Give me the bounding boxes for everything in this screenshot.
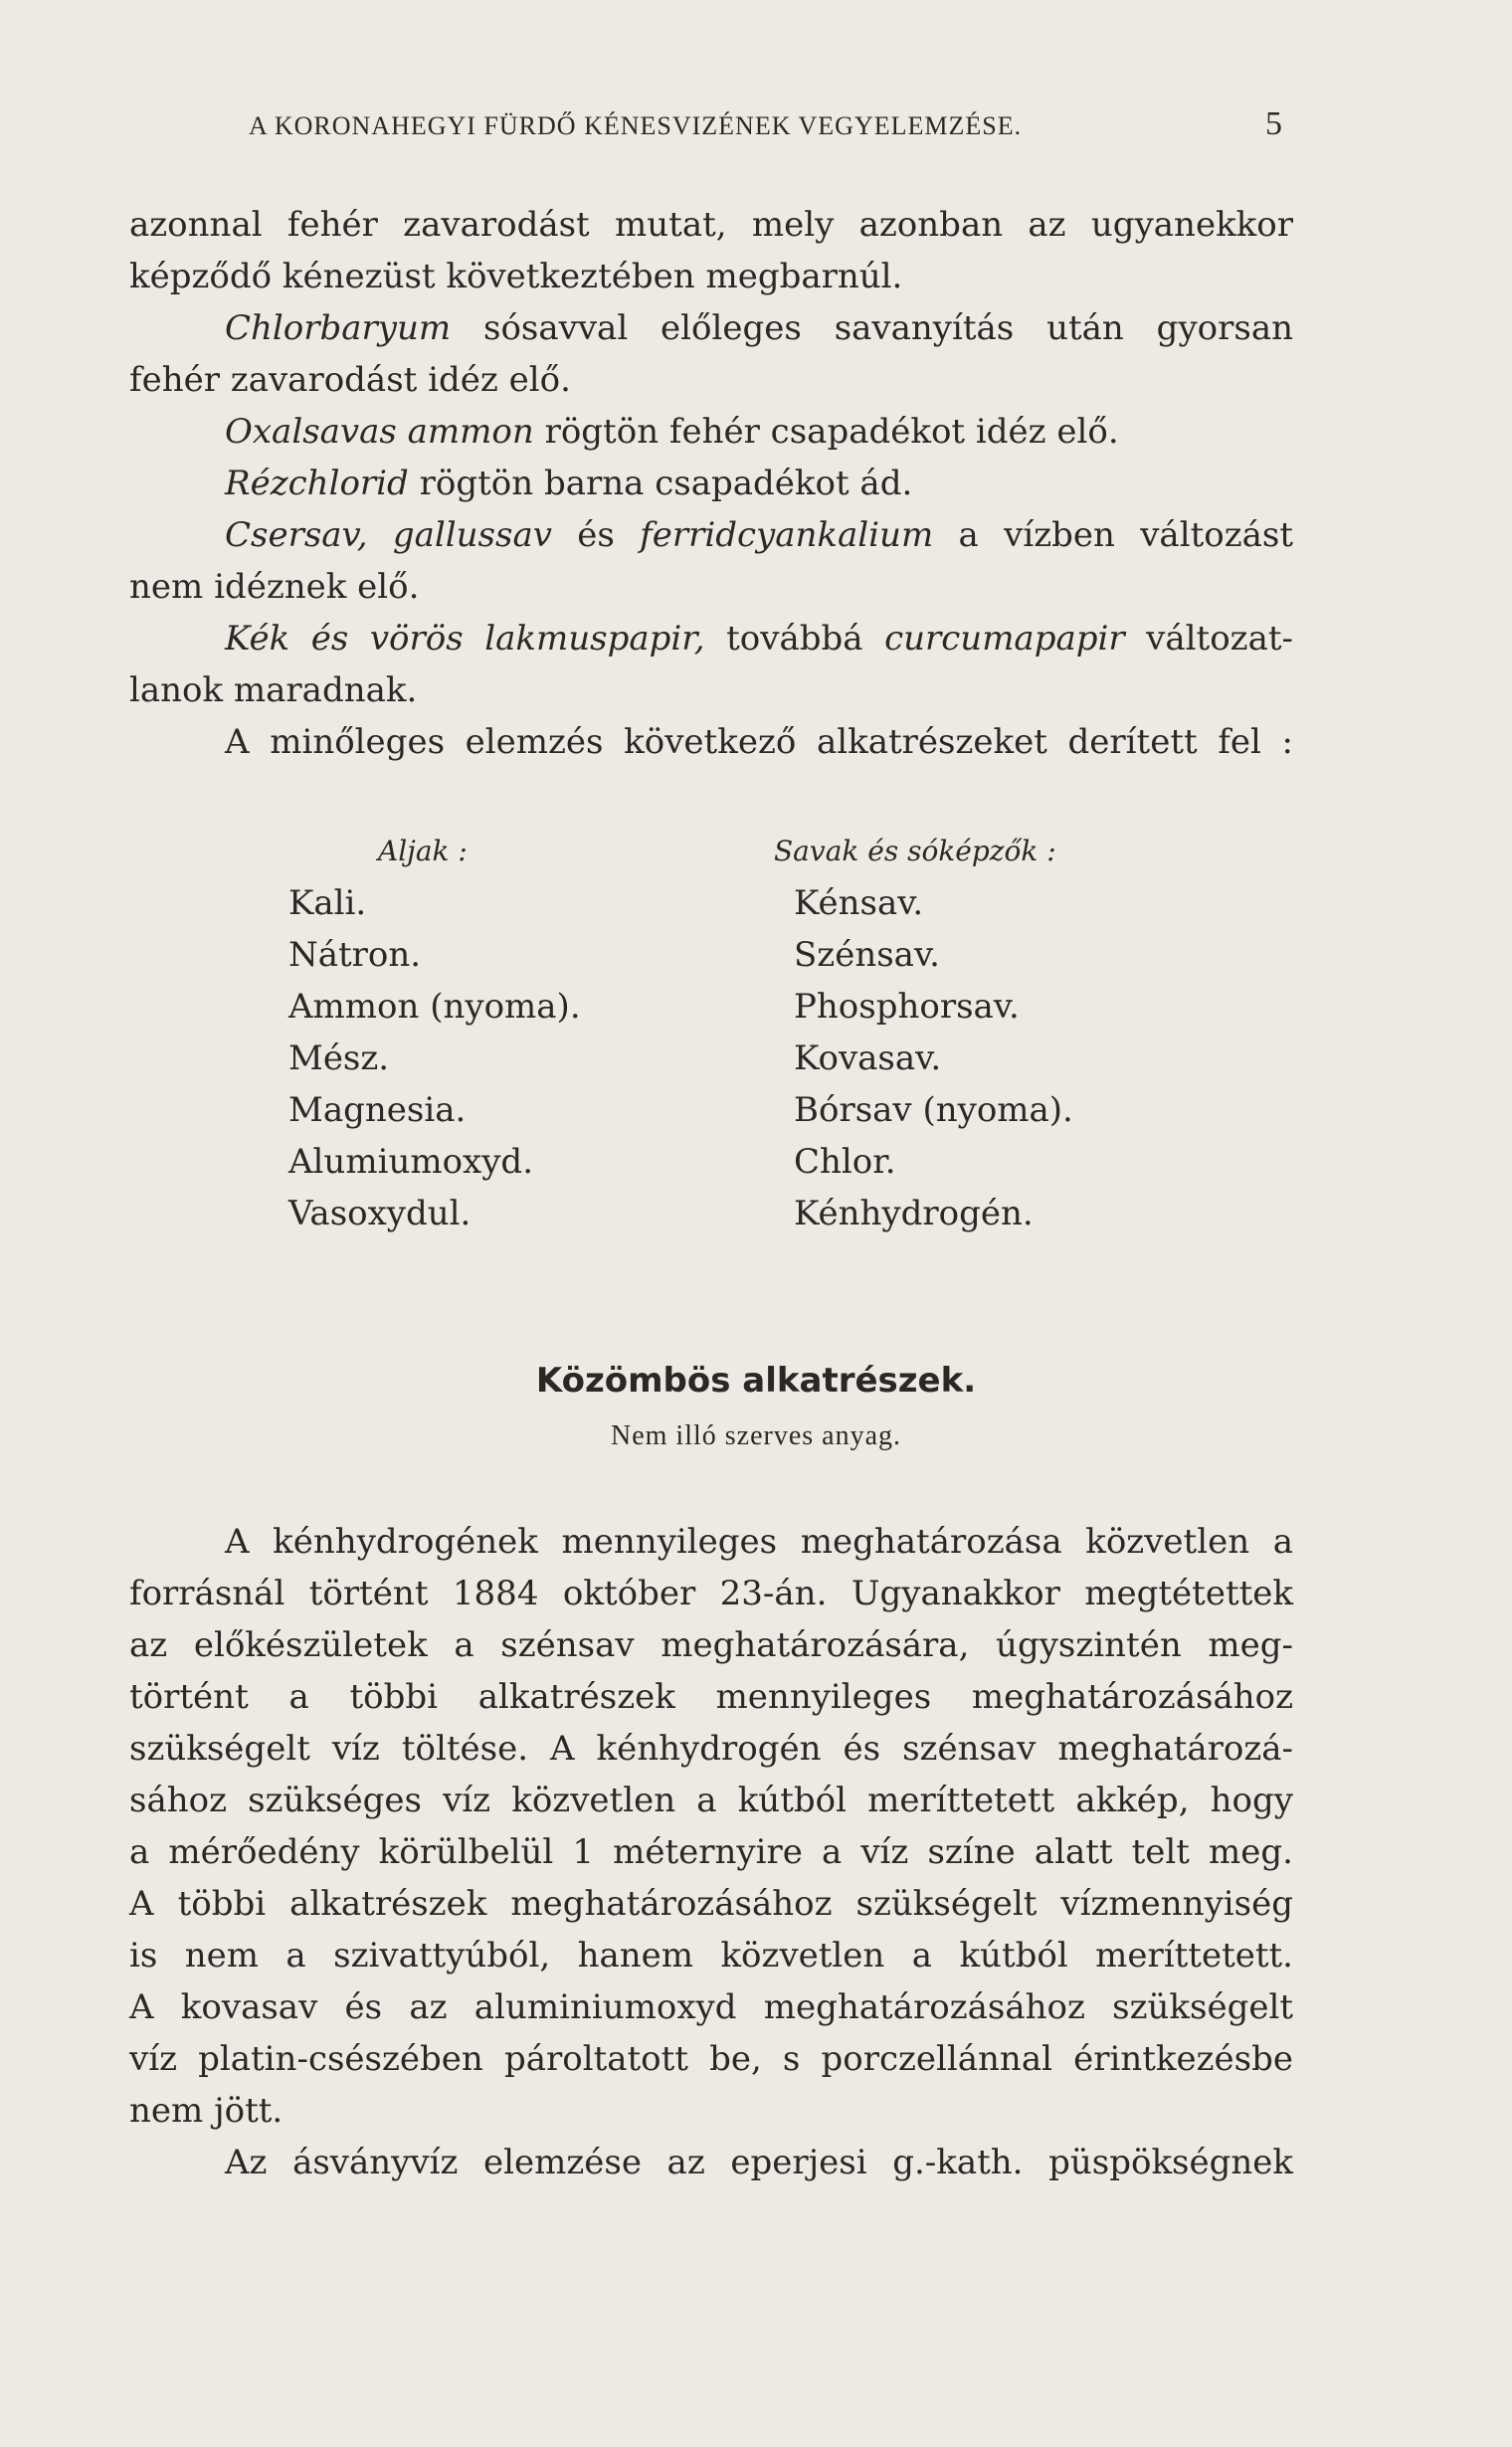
intro-text (129, 199, 1293, 768)
text-line (129, 509, 1293, 561)
text-line (129, 1723, 1293, 1775)
text-run: a vízben változást (933, 515, 1293, 555)
acids-list (794, 877, 1073, 1239)
body-text (129, 1516, 1293, 2188)
list-item: Ammon (nyoma). (288, 987, 581, 1027)
italic-term: Oxalsavas ammon (225, 412, 534, 452)
text-run: rögtön barna csapadékot ád. (408, 464, 913, 503)
text-line (129, 1930, 1293, 1981)
text-run: Az ásványvíz elemzése az eperjesi g.-kath. püspökségnek (225, 2143, 1293, 2182)
bases-list (288, 877, 581, 1239)
list-item: Phosphorsav. (794, 987, 1020, 1027)
text-line (129, 302, 1293, 354)
section-title: Közömbös alkatrészek. (535, 1361, 977, 1401)
list-item: Szénsav. (794, 935, 940, 975)
text-run: szükségelt víz töltése. A kénhydrogén és szénsav meghatározá- (129, 1729, 1293, 1769)
text-line (129, 2033, 1293, 2085)
text-run: nem idéznek elő. (129, 567, 420, 607)
text-run: változat- (1124, 619, 1293, 659)
text-line (129, 561, 1293, 613)
acids-heading: Savak és sóképzők : (774, 835, 1056, 867)
text-run: víz platin-csészében pároltatott be, s porczellánnal érintkezésbe (129, 2039, 1293, 2079)
list-item: Magnesia. (288, 1090, 467, 1130)
list-item: Alumiumoxyd. (288, 1142, 534, 1182)
text-line (129, 1878, 1293, 1930)
text-line (129, 613, 1293, 664)
text-run: és (551, 515, 641, 555)
list-item: Kénhydrogén. (794, 1194, 1034, 1233)
list-item: Kali. (288, 883, 367, 923)
text-line (129, 716, 1293, 768)
text-run: A kovasav és az aluminiumoxyd meghatározásához szükségelt (129, 1987, 1293, 2027)
text-run: forrásnál történt 1884 október 23-án. Ugyanakkor megtétettek (129, 1574, 1293, 1613)
text-run: nem jött. (129, 2091, 284, 2131)
text-line (129, 199, 1293, 251)
text-line (129, 2137, 1293, 2188)
section-subtitle: Nem illó szerves anyag. (610, 1420, 902, 1451)
italic-term: Csersav, gallussav (225, 515, 552, 555)
text-line (129, 2085, 1293, 2137)
text-run: A minőleges elemzés következő alkatrészeket derített fel : (225, 722, 1293, 762)
text-line (129, 1568, 1293, 1619)
text-run: fehér zavarodást idéz elő. (129, 360, 571, 400)
text-line (129, 664, 1293, 716)
list-item: Nátron. (288, 935, 422, 975)
text-run: sósavval előleges savanyítás után gyorsan (451, 308, 1293, 348)
text-line (129, 1516, 1293, 1568)
text-run: A többi alkatrészek meghatározásához szükségelt vízmennyiség (129, 1884, 1293, 1924)
italic-term: ferridcyankalium (640, 515, 934, 555)
list-item: Chlor. (794, 1142, 896, 1182)
text-line (129, 1671, 1293, 1723)
text-line (129, 1826, 1293, 1878)
text-run: történt a többi alkatrészek mennyileges meghatározásához (129, 1677, 1293, 1717)
running-title: A KORONAHEGYI FÜRDŐ KÉNESVIZÉNEK VEGYELEMZÉSE. (249, 111, 1023, 140)
text-run: az előkészületek a szénsav meghatározására, úgyszintén meg- (129, 1625, 1293, 1665)
text-run: a mérőedény körülbelül 1 méternyire a víz színe alatt telt meg. (129, 1832, 1293, 1872)
italic-term: Chlorbaryum (225, 308, 452, 348)
list-item: Mész. (288, 1038, 390, 1078)
text-run: képződő kénezüst következtében megbarnúl. (129, 257, 903, 296)
text-line (129, 1619, 1293, 1671)
text-run: lanok maradnak. (129, 670, 418, 710)
bases-column (288, 826, 581, 1239)
text-line (129, 1775, 1293, 1826)
text-run: is nem a szivattyúból, hanem közvetlen a kútból meríttetett. (129, 1936, 1293, 1976)
text-line (129, 251, 1293, 302)
italic-term: curcumapapir (884, 619, 1125, 659)
text-run: továbbá (704, 619, 885, 659)
text-line (129, 458, 1293, 509)
italic-term: Rézchlorid (225, 464, 409, 503)
italic-term: Kék és vörös lakmuspapir, (225, 619, 705, 659)
bases-heading: Aljak : (378, 835, 468, 867)
list-item: Kénsav. (794, 883, 924, 923)
text-line (129, 354, 1293, 406)
text-line (129, 406, 1293, 458)
page-number: 5 (1265, 105, 1282, 142)
list-item: Vasoxydul. (288, 1194, 472, 1233)
list-item: Kovasav. (794, 1038, 942, 1078)
text-run: azonnal fehér zavarodást mutat, mely azonban az ugyanekkor (129, 205, 1293, 245)
text-run: A kénhydrogének mennyileges meghatározása közvetlen a (225, 1522, 1293, 1562)
text-run: sához szükséges víz közvetlen a kútból meríttetett akkép, hogy (129, 1781, 1293, 1820)
text-line (129, 1981, 1293, 2033)
text-run: rögtön fehér csapadékot idéz elő. (533, 412, 1119, 452)
acids-column (774, 826, 1073, 1239)
list-item: Bórsav (nyoma). (794, 1090, 1073, 1130)
